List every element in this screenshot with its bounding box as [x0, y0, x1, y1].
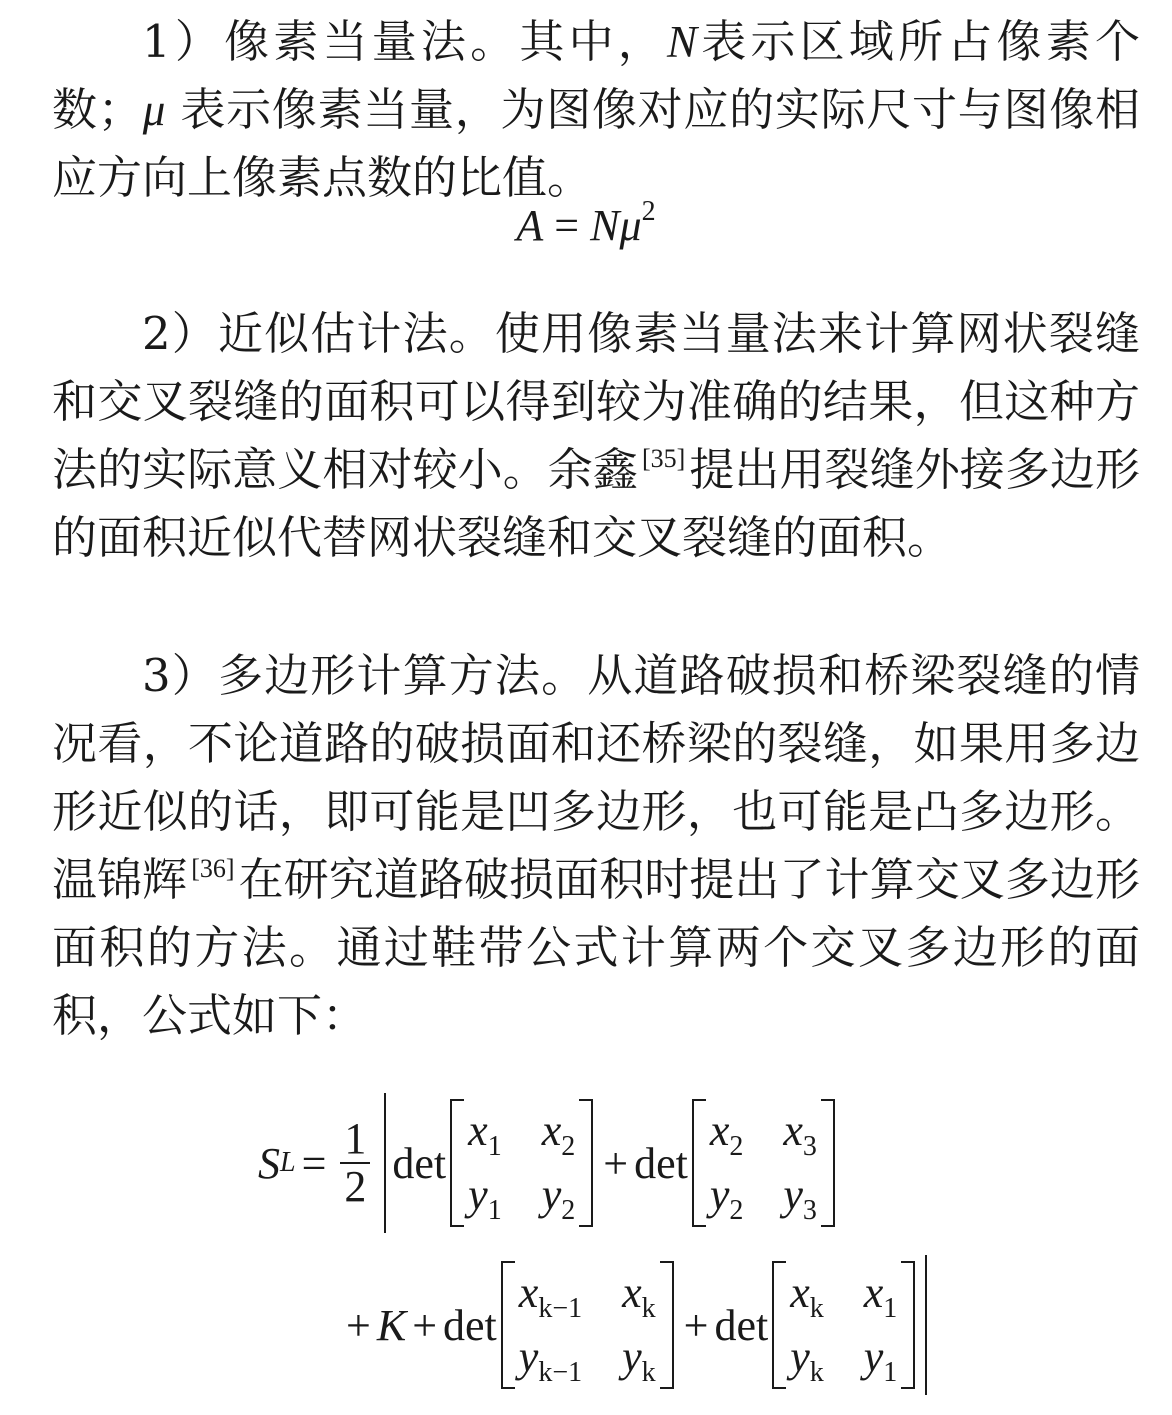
matrix-cell: $x_k$ — [622, 1268, 656, 1324]
plus-sign: + — [346, 1300, 371, 1350]
matrix-cell: $y_1$ — [863, 1332, 898, 1388]
text: 1）像素当量法。其中， — [142, 15, 668, 68]
text: 表示区域所占像素个数； — [52, 15, 1140, 136]
plus-sign: + — [603, 1138, 629, 1188]
matrix-cell: $y_1$ — [468, 1170, 502, 1226]
paragraph-pixel-equivalent — [52, 8, 1140, 212]
matrix-cell: $x_2$ — [541, 1106, 576, 1162]
fraction-half — [340, 1116, 370, 1210]
formula-row-2 — [340, 1252, 933, 1398]
matrix-cell: $x_1$ — [468, 1106, 502, 1162]
matrix-2 — [692, 1099, 835, 1227]
paragraph-polygon-method — [52, 642, 1140, 1050]
var-A: A — [516, 201, 544, 250]
exponent: 2 — [641, 196, 656, 227]
citation: [36] — [191, 854, 235, 883]
abs-bar-right — [925, 1255, 927, 1395]
text: 在研究道路破损面积时提出了计算交叉多边形面积的方法。通过鞋带公式计算两个交叉多边形的面积，公式如下： — [52, 853, 1140, 1042]
numerator: 1 — [340, 1116, 370, 1164]
matrix-cell: $y_2$ — [541, 1170, 576, 1226]
matrix-cell: $y_k$ — [622, 1332, 656, 1388]
matrix-1 — [450, 1099, 593, 1227]
matrix-cell: $x_1$ — [863, 1268, 898, 1324]
det-operator: det — [714, 1300, 769, 1350]
matrix-cell: $y_{k-1}$ — [518, 1332, 583, 1388]
text: 提出用裂缝外接多边形的面积近似代替网状裂缝和交叉裂缝的面积。 — [52, 443, 1140, 564]
matrix-cell: $y_2$ — [709, 1170, 744, 1226]
denominator: 2 — [344, 1162, 367, 1211]
equals-sign: = — [301, 1138, 327, 1188]
equals-sign: = — [554, 201, 580, 250]
text: 3）多边形计算方法。从道路破损和桥梁裂缝的情况看，不论道路的破损面和还桥梁的裂缝，如果用多边形近似的话，即可能是凹多边形，也可能是凸多边形。温锦辉 — [52, 649, 1140, 906]
var-N: N — [667, 17, 698, 67]
paragraph-approximate-estimation — [52, 300, 1140, 572]
plus-sign: + — [412, 1300, 438, 1350]
formula-row-1: S L = $\frac{1}{2}$ det $x_1$ $x_2$ $y_1$ $y_2$ + det $x_2$ $x_3$ $y_2$ $y_3$ — [258, 1090, 839, 1236]
matrix-cell: $y_k$ — [790, 1332, 824, 1388]
matrix-4 — [772, 1261, 915, 1389]
citation: [35] — [641, 444, 686, 473]
plus-sign: + — [683, 1300, 709, 1350]
det-operator: det — [392, 1138, 447, 1188]
matrix-cell: $x_k$ — [790, 1268, 824, 1324]
matrix-cell: $x_{k-1}$ — [518, 1268, 583, 1324]
var-N: N — [590, 201, 620, 250]
text: 表示像素当量，为图像对应的实际尺寸与图像相应方向上像素点数的比值。 — [52, 83, 1140, 204]
matrix-cell: $x_2$ — [709, 1106, 744, 1162]
matrix-cell: $y_3$ — [783, 1170, 817, 1226]
var-mu: μ — [142, 85, 166, 135]
equation-area — [0, 196, 1172, 256]
var-S: S — [258, 1138, 280, 1188]
det-operator: det — [443, 1300, 497, 1350]
abs-bar-left — [384, 1093, 386, 1233]
text: 2）近似估计法。使用像素当量法来计算网状裂缝和交叉裂缝的面积可以得到较为准确的结果，但这种方法的实际意义相对较小。余鑫 — [52, 307, 1140, 496]
var-mu: μ — [619, 201, 642, 250]
det-operator: det — [634, 1138, 688, 1188]
var-K: K — [376, 1300, 407, 1350]
matrix-3 — [501, 1261, 674, 1389]
matrix-cell: $x_3$ — [783, 1106, 817, 1162]
